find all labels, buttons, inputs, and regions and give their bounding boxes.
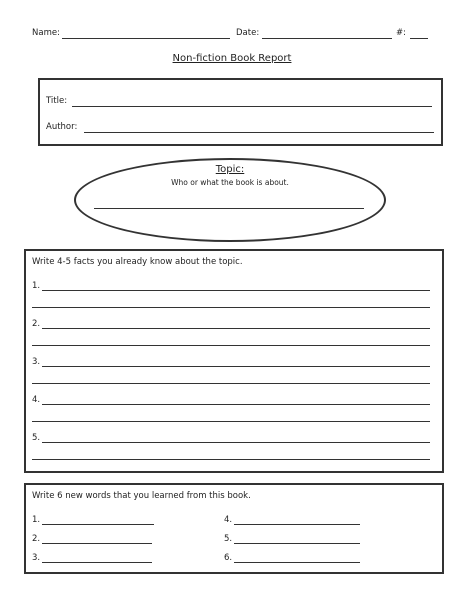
fact-number-2: 2.	[32, 319, 41, 329]
fact-field-4b[interactable]	[32, 421, 430, 422]
fact-number-1: 1.	[32, 281, 41, 291]
word-field-4[interactable]	[234, 524, 360, 525]
word-field-3[interactable]	[42, 562, 152, 563]
word-number-2: 2.	[32, 534, 41, 544]
number-field[interactable]	[410, 38, 428, 39]
fact-field-5b[interactable]	[32, 459, 430, 460]
topic-oval	[74, 158, 386, 242]
fact-field-5[interactable]	[42, 442, 430, 443]
words-prompt: Write 6 new words that you learned from this book.	[32, 491, 251, 501]
facts-box	[24, 249, 444, 473]
author-label: Author:	[46, 122, 78, 132]
date-field[interactable]	[262, 38, 392, 39]
fact-field-3b[interactable]	[32, 383, 430, 384]
page-title-text: Non-fiction Book Report	[172, 53, 292, 64]
fact-number-5: 5.	[32, 433, 41, 443]
fact-field-2b[interactable]	[32, 345, 430, 346]
word-number-4: 4.	[224, 515, 233, 525]
page-title	[0, 53, 464, 64]
fact-field-3[interactable]	[42, 366, 430, 367]
topic-subtitle: Who or what the book is about.	[171, 178, 289, 187]
word-number-1: 1.	[32, 515, 41, 525]
name-label: Name:	[32, 28, 60, 38]
fact-field-1[interactable]	[42, 290, 430, 291]
facts-prompt: Write 4-5 facts you already know about the topic.	[32, 257, 243, 267]
word-field-6[interactable]	[234, 562, 360, 563]
words-box	[24, 483, 444, 574]
topic-heading: Topic:	[215, 164, 245, 175]
title-field[interactable]	[72, 106, 432, 107]
word-field-2[interactable]	[42, 543, 152, 544]
fact-number-3: 3.	[32, 357, 41, 367]
name-field[interactable]	[62, 38, 230, 39]
date-label: Date:	[236, 28, 260, 38]
word-number-6: 6.	[224, 553, 233, 563]
fact-field-2[interactable]	[42, 328, 430, 329]
author-field[interactable]	[84, 132, 434, 133]
fact-field-4[interactable]	[42, 404, 430, 405]
book-info-box	[38, 78, 443, 146]
word-field-5[interactable]	[234, 543, 360, 544]
topic-field[interactable]	[94, 208, 364, 209]
word-number-5: 5.	[224, 534, 233, 544]
number-label: #:	[396, 28, 406, 38]
word-number-3: 3.	[32, 553, 41, 563]
word-field-1[interactable]	[42, 524, 154, 525]
fact-number-4: 4.	[32, 395, 41, 405]
fact-field-1b[interactable]	[32, 307, 430, 308]
title-label: Title:	[46, 96, 68, 106]
